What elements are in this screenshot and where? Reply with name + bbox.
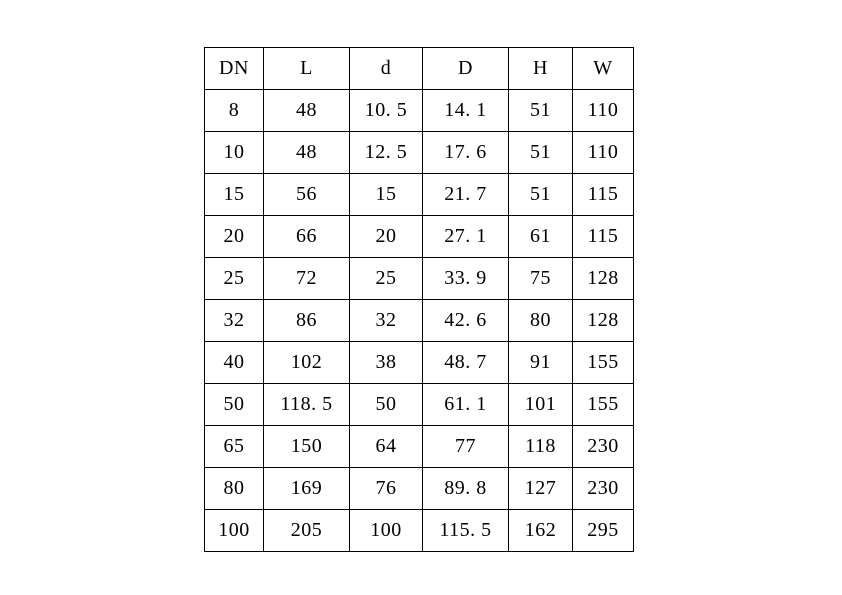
table-row	[205, 426, 634, 468]
cell-d: 20	[350, 216, 423, 258]
cell-dn: 15	[205, 174, 264, 216]
cell-w: 230	[573, 468, 634, 510]
cell-l: 150	[264, 426, 350, 468]
column-header-d-upper: D	[423, 48, 509, 90]
cell-w: 110	[573, 90, 634, 132]
cell-d: 76	[350, 468, 423, 510]
table-row	[205, 174, 634, 216]
cell-d: 100	[350, 510, 423, 552]
table-row	[205, 132, 634, 174]
cell-d: 12. 5	[350, 132, 423, 174]
table-row	[205, 384, 634, 426]
cell-w: 110	[573, 132, 634, 174]
cell-dn: 40	[205, 342, 264, 384]
cell-d-upper: 27. 1	[423, 216, 509, 258]
cell-w: 155	[573, 342, 634, 384]
cell-d: 38	[350, 342, 423, 384]
specification-table-container	[204, 47, 634, 552]
cell-h: 101	[509, 384, 573, 426]
table-header-row	[205, 48, 634, 90]
cell-d-upper: 48. 7	[423, 342, 509, 384]
cell-dn: 8	[205, 90, 264, 132]
cell-l: 169	[264, 468, 350, 510]
cell-h: 75	[509, 258, 573, 300]
cell-d-upper: 89. 8	[423, 468, 509, 510]
cell-l: 66	[264, 216, 350, 258]
column-header-d: d	[350, 48, 423, 90]
cell-l: 48	[264, 90, 350, 132]
cell-w: 155	[573, 384, 634, 426]
column-header-l: L	[264, 48, 350, 90]
cell-h: 80	[509, 300, 573, 342]
cell-w: 128	[573, 258, 634, 300]
table-row	[205, 468, 634, 510]
cell-dn: 32	[205, 300, 264, 342]
cell-l: 48	[264, 132, 350, 174]
cell-dn: 25	[205, 258, 264, 300]
table-row	[205, 258, 634, 300]
cell-dn: 100	[205, 510, 264, 552]
cell-l: 102	[264, 342, 350, 384]
cell-h: 61	[509, 216, 573, 258]
column-header-dn: DN	[205, 48, 264, 90]
cell-d-upper: 61. 1	[423, 384, 509, 426]
cell-l: 56	[264, 174, 350, 216]
table-header	[205, 48, 634, 90]
cell-l: 86	[264, 300, 350, 342]
cell-h: 118	[509, 426, 573, 468]
table-body	[205, 90, 634, 552]
table-row	[205, 300, 634, 342]
cell-dn: 65	[205, 426, 264, 468]
cell-d: 50	[350, 384, 423, 426]
cell-h: 91	[509, 342, 573, 384]
cell-dn: 80	[205, 468, 264, 510]
cell-d-upper: 17. 6	[423, 132, 509, 174]
column-header-w: W	[573, 48, 634, 90]
cell-d-upper: 42. 6	[423, 300, 509, 342]
cell-w: 128	[573, 300, 634, 342]
cell-l: 205	[264, 510, 350, 552]
cell-d: 64	[350, 426, 423, 468]
cell-d: 15	[350, 174, 423, 216]
cell-w: 115	[573, 174, 634, 216]
cell-dn: 50	[205, 384, 264, 426]
cell-w: 115	[573, 216, 634, 258]
cell-h: 51	[509, 174, 573, 216]
cell-d: 10. 5	[350, 90, 423, 132]
cell-d: 32	[350, 300, 423, 342]
cell-w: 295	[573, 510, 634, 552]
table-row	[205, 216, 634, 258]
cell-h: 127	[509, 468, 573, 510]
specification-table	[204, 47, 634, 552]
table-row	[205, 90, 634, 132]
cell-d-upper: 14. 1	[423, 90, 509, 132]
cell-l: 118. 5	[264, 384, 350, 426]
cell-d-upper: 115. 5	[423, 510, 509, 552]
table-row	[205, 510, 634, 552]
cell-d: 25	[350, 258, 423, 300]
cell-dn: 20	[205, 216, 264, 258]
cell-l: 72	[264, 258, 350, 300]
column-header-h: H	[509, 48, 573, 90]
table-row	[205, 342, 634, 384]
cell-h: 51	[509, 132, 573, 174]
cell-d-upper: 77	[423, 426, 509, 468]
cell-w: 230	[573, 426, 634, 468]
cell-d-upper: 33. 9	[423, 258, 509, 300]
cell-d-upper: 21. 7	[423, 174, 509, 216]
cell-dn: 10	[205, 132, 264, 174]
cell-h: 51	[509, 90, 573, 132]
cell-h: 162	[509, 510, 573, 552]
